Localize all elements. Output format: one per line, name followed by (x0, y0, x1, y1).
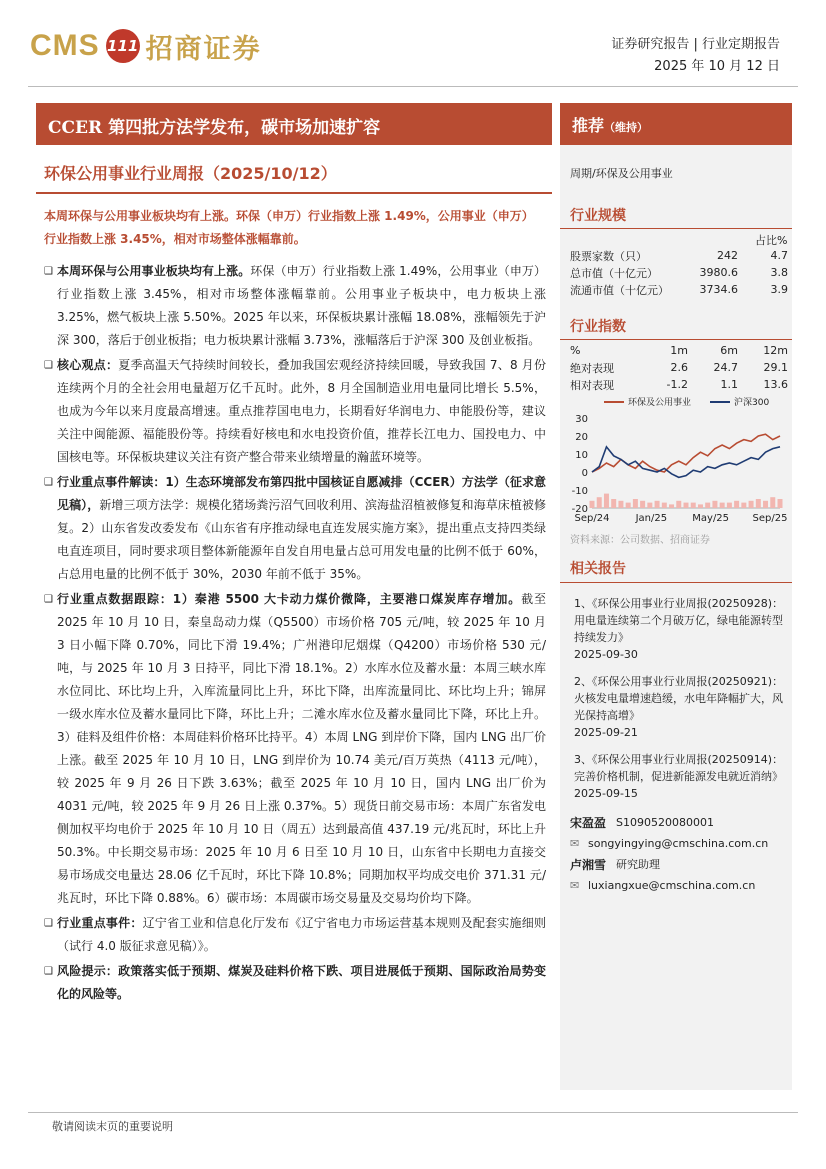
scale-label: 总市值（十亿元） (570, 266, 658, 280)
index-v1: -1.2 (666, 378, 688, 391)
index-label: 相对表现 (570, 378, 614, 392)
analyst-email-row (570, 874, 785, 896)
main-body (44, 260, 546, 1008)
y-tick-label: -20 (571, 504, 588, 515)
related-report[interactable] (574, 673, 784, 741)
index-row (570, 376, 788, 393)
related-report[interactable] (574, 751, 784, 802)
volume-bar (655, 501, 660, 508)
header-divider (28, 86, 798, 87)
x-tick-label: Sep/24 (574, 513, 610, 524)
volume-bar (705, 503, 710, 508)
scale-label: 股票家数（只） (570, 249, 647, 263)
y-tick-label: 30 (575, 414, 588, 425)
y-tick-label: 10 (575, 450, 588, 461)
related-title: 相关报告 (570, 561, 626, 577)
volume-bar (756, 499, 761, 508)
summary: 本周环保与公用事业板块均有上涨。环保（申万）行业指数上涨 1.49%，公用事业（申万）行业指数上涨 3.45%，相对市场整体涨幅靠前。 (44, 209, 534, 246)
scale-row (570, 264, 788, 281)
y-tick-label: 20 (575, 432, 588, 443)
analysts (570, 812, 785, 896)
legend-label: 环保及公用事业 (628, 398, 692, 408)
analyst-name: 卢湘雪 (570, 857, 607, 872)
index-v3: 29.1 (763, 361, 788, 374)
bullet-icon: ❑ (44, 266, 53, 277)
volume-bar (770, 497, 775, 508)
header-info (611, 34, 780, 78)
index-header-cell: 1m (670, 344, 688, 357)
volume-bar (647, 503, 652, 508)
index-v3: 13.6 (763, 378, 788, 391)
volume-bar (626, 503, 631, 508)
rating-note: （维持） (604, 121, 649, 134)
body-paragraph (44, 960, 546, 1006)
volume-bar (763, 501, 768, 508)
scale-row (570, 247, 788, 264)
bullet-icon: ❑ (44, 594, 53, 605)
related-divider (560, 582, 792, 583)
bullet-icon: ❑ (44, 966, 53, 977)
analyst-email-row (570, 832, 785, 854)
scale-value: 3734.6 (699, 283, 738, 296)
related-report-title: 3、《环保公用事业行业周报(20250914)：完善价格机制，促进新能源发电就近消纳》 (574, 753, 784, 783)
bullet-icon: ❑ (44, 477, 53, 488)
volume-bar (684, 503, 689, 508)
volume-bar (590, 501, 595, 508)
volume-bar (691, 503, 696, 508)
footer-note: 敬请阅读末页的重要说明 (52, 1120, 173, 1133)
volume-bar (727, 503, 732, 508)
rating-banner (560, 103, 792, 145)
index-chart (562, 394, 788, 530)
volume-bar (778, 499, 783, 508)
body-paragraph (44, 912, 546, 958)
report-date: 2025 年 10 月 12 日 (654, 59, 780, 74)
related-report-title: 2、《环保公用事业行业周报(20250921)：火核发电量增速趋缓，水电年降幅扩大，风光保持高增》 (574, 675, 784, 722)
series-line-hs300 (592, 447, 780, 478)
report-subtitle: 环保公用事业行业周报（2025/10/12） (44, 164, 337, 183)
volume-bar (604, 494, 609, 508)
report-title: CCER 第四批方法学发布，碳市场加速扩容 (36, 103, 552, 145)
index-v2: 1.1 (720, 378, 738, 391)
volume-bar (640, 501, 645, 508)
body-paragraph (44, 588, 546, 910)
index-label: 绝对表现 (570, 361, 614, 375)
related-report[interactable] (574, 595, 784, 663)
paragraph-text: 夏季高温天气持续时间较长，叠加我国宏观经济持续回暖，导致我国 7、8 月份连续两个月的全社会用电量超万亿千瓦时。此外，8 月全国制造业用电量同比增长 5.5%，也成为今年以来月度最高增速。重点推荐国电电力，长期看好华润电力、申能股份等，建议关注中闽能源、福能股份等。持续看好核电和水电投资价值，推荐长江电力、国投电力、中国核电等。环保板块建议关注有资产整合带来业绩增量的瀚蓝环境等。 (57, 358, 546, 464)
footer-divider (28, 1112, 798, 1113)
body-paragraph (44, 354, 546, 469)
scale-label: 流通市值（十亿元） (570, 283, 669, 297)
sector-label: 周期/环保及公用事业 (570, 167, 673, 180)
related-report-date: 2025-09-15 (574, 787, 638, 800)
scale-pct: 3.8 (770, 266, 788, 279)
paragraph-lead: 风险提示：政策落实低于预期、煤炭及硅料价格下跌、项目进展低于预期、国际政治局势变化的风险等。 (57, 964, 546, 1001)
scale-title: 行业规模 (570, 208, 626, 224)
analyst-row (570, 812, 785, 832)
paragraph-lead: 行业重点事件： (57, 916, 143, 930)
index-header-cell: 12m (763, 344, 788, 357)
scale-table (570, 247, 788, 298)
volume-bar (712, 501, 717, 508)
paragraph-text: 辽宁省工业和信息化厅发布《辽宁省电力市场运营基本规则及配套实施细则（试行 4.0 版征求意见稿）》。 (57, 916, 546, 953)
analyst-id: S1090520080001 (616, 815, 714, 829)
index-v2: 24.7 (713, 361, 738, 374)
scale-pct: 4.7 (770, 249, 788, 262)
scale-value: 242 (717, 249, 738, 262)
related-reports (574, 595, 784, 812)
index-header-row (570, 342, 788, 359)
analyst-email[interactable]: luxiangxue@cmschina.com.cn (588, 878, 756, 892)
series-line-industry (592, 434, 780, 472)
scale-pct: 3.9 (770, 283, 788, 296)
volume-bar (698, 504, 703, 508)
bullet-icon: ❑ (44, 918, 53, 929)
scale-divider (560, 228, 792, 229)
index-divider (560, 339, 792, 340)
volume-bar (749, 501, 754, 508)
analyst-email[interactable]: songyingying@cmschina.com.cn (588, 836, 769, 850)
brand-logo (30, 26, 262, 66)
index-table (570, 342, 788, 393)
volume-bar (611, 499, 616, 508)
scale-header: 占比% (755, 234, 788, 247)
chart-source: 资料来源：公司数据、招商证券 (570, 535, 710, 546)
related-report-date: 2025-09-21 (574, 726, 638, 739)
volume-bar (618, 501, 623, 508)
index-v1: 2.6 (670, 361, 688, 374)
y-tick-label: 0 (581, 468, 588, 479)
paragraph-lead: 行业重点数据跟踪：1）秦港 5500 大卡动力煤价微降，主要港口煤炭库存增加。 (57, 592, 522, 606)
index-title: 行业指数 (570, 319, 626, 335)
related-report-date: 2025-09-30 (574, 648, 638, 661)
index-header-cell: 6m (720, 344, 738, 357)
analyst-name: 宋盈盈 (570, 815, 607, 830)
scale-value: 3980.6 (699, 266, 738, 279)
index-row (570, 359, 788, 376)
analyst-row (570, 854, 785, 874)
logo-badge: 111 (106, 29, 140, 63)
bullet-icon: ❑ (44, 360, 53, 371)
index-header-cell: % (570, 344, 581, 357)
volume-bar (662, 503, 667, 508)
paragraph-text: 环保（申万）行业指数上涨 1.49%，公用事业（申万）行业指数上涨 3.45%，相对市场整体涨幅靠前。公用事业子板块中，电力板块上涨 3.25%，燃气板块上涨 5.50%。2025 年以来，环保板块累计涨幅 18.08%，涨幅领先于沪深 300，落后于创业板指；电力板块累计涨幅 3.73%，涨幅落后于沪深 300 及创业板指。 (57, 264, 546, 347)
paragraph-text: 新增三项方法学：规模化猪场粪污沼气回收利用、滨海盐沼植被修复和海草床植被修复。2）山东省发改委发布《山东省有序推动绿电直连发展实施方案》，提出重点支持四类绿电直连项目，同时要求项目整体新能源年自发自用电量占总可用发电量的比例不低于 60%，占总用电量的比例不低于 30%，2030 年前不低于 35%。 (57, 498, 546, 581)
report-type: 证券研究报告 | 行业定期报告 (611, 37, 780, 52)
body-paragraph (44, 471, 546, 586)
volume-bar (734, 501, 739, 508)
volume-bar (741, 503, 746, 508)
scale-row (570, 281, 788, 298)
paragraph-lead: 行业重点事件解读：1）生态环境部发布第四批中国核证自愿减排（CCER）方法学（征求意见稿）， (57, 475, 546, 512)
paragraph-text: 截至 2025 年 10 月 10 日，秦皇岛动力煤（Q5500）市场价格 705 元/吨，较 2025 年 10 月 3 日小幅下降 0.70%，同比下滑 19.4%；广州港印尼烟煤（Q4200）市场价格 530 元/吨，与 2025 年 10 月 3 日持平，同比下滑 18.1%。2）水库水位及蓄水量：本周三峡水库水位同比、环比均上升，入库流量同比上升，环比下降，出库流量同比、环比均上升；锦屏一级水库水位及蓄水量同比下降，环比上升；二滩水库水位及蓄水量同比下降，环比上升。3）硅料及组件价格：本周硅料价格环比持平。4）本周 LNG 到岸价下降，国内 LNG 出厂价上涨。截至 2025 年 10 月 10 日，LNG 到岸价为 10.74 美元/百万英热（4113 元/吨），较 2025 年 9 月 26 日下跌 3.63%；截至 2025 年 10 月 10 日，国内 LNG 出厂价为 4031 元/吨，较 2025 年 9 月 26 日上涨 0.37%。5）现货日前交易市场：本周广东省发电侧加权平均电价于 2025 年 10 月 10 日（周五）达到最高值 437.19 元/兆瓦时，环比上升 50.3%。中长期交易市场：2025 年 10 月 6 日至 10 月 10 日，山东省中长期电力直接交易市场成交电量达 28.06 亿千瓦时，环比下降 10.8%；同期加权平均成交电价 371.31 元/兆瓦时，环比下降 0.88%。6）碳市场：本周碳市场交易量及交易均价均下降。 (57, 592, 546, 905)
x-tick-label: Sep/25 (752, 513, 788, 524)
volume-bar (597, 497, 602, 508)
logo-text: CMS (30, 29, 100, 62)
paragraph-lead: 核心观点： (57, 358, 119, 372)
volume-bar (720, 503, 725, 508)
volume-bar (676, 501, 681, 508)
subtitle-divider (36, 192, 552, 194)
volume-bar (669, 504, 674, 508)
body-paragraph (44, 260, 546, 352)
mail-icon: ✉ (570, 836, 580, 850)
x-tick-label: Jan/25 (635, 513, 668, 524)
rating-label: 推荐 (572, 116, 605, 135)
mail-icon: ✉ (570, 878, 580, 892)
x-tick-label: May/25 (692, 513, 730, 524)
analyst-id: 研究助理 (616, 858, 660, 871)
related-report-title: 1、《环保公用事业行业周报(20250928)：用电量连续第二个月破万亿，绿电能源转型持续发力》 (574, 597, 784, 644)
volume-bar (633, 499, 638, 508)
y-tick-label: -10 (571, 486, 588, 497)
paragraph-lead: 本周环保与公用事业板块均有上涨。 (57, 264, 251, 278)
logo-cn: 招商证券 (145, 33, 262, 65)
legend-label: 沪深300 (734, 398, 770, 408)
